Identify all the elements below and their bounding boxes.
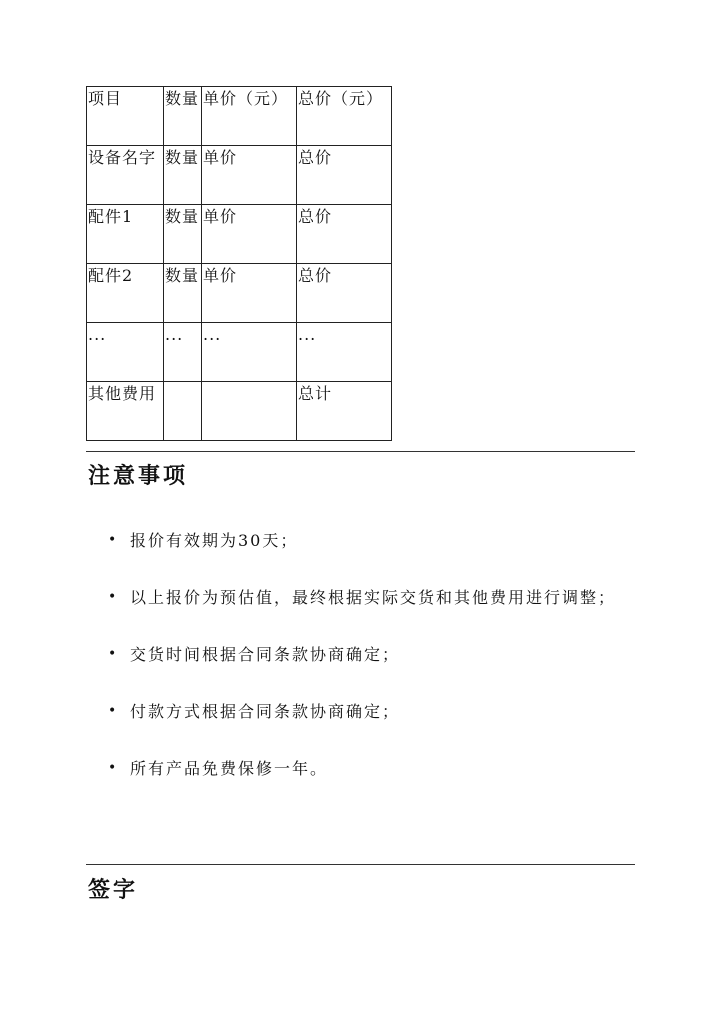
table-cell: ... — [297, 323, 392, 382]
bullet-icon: • — [108, 532, 119, 548]
table-row — [87, 146, 392, 205]
table-cell: 配件2 — [87, 264, 164, 323]
list-item — [108, 569, 628, 626]
table-cell: 单价 — [202, 146, 297, 205]
table-cell: 总价 — [297, 205, 392, 264]
table-cell: 数量 — [164, 264, 202, 323]
bullet-icon: • — [108, 760, 119, 776]
table-cell: 设备名字 — [87, 146, 164, 205]
table-cell: ... — [202, 323, 297, 382]
table-cell: 总价 — [297, 264, 392, 323]
list-item-text: 付款方式根据合同条款协商确定； — [130, 702, 401, 721]
bullet-icon: • — [108, 589, 119, 605]
list-item — [108, 683, 628, 740]
table-cell: 总价（元） — [297, 87, 392, 146]
table-cell: 单价 — [202, 264, 297, 323]
notes-list — [108, 512, 628, 797]
table-cell: ... — [164, 323, 202, 382]
signature-heading: 签字 — [88, 877, 139, 903]
table-header-row — [87, 87, 392, 146]
quote-table — [86, 86, 392, 441]
list-item — [108, 512, 628, 569]
table-cell: 总价 — [297, 146, 392, 205]
table-cell: 其他费用 — [87, 382, 164, 441]
list-item-text: 所有产品免费保修一年。 — [130, 759, 329, 778]
list-item — [108, 626, 628, 683]
table-cell: 单价（元） — [202, 87, 297, 146]
list-item-text: 交货时间根据合同条款协商确定； — [130, 645, 401, 664]
notes-heading: 注意事项 — [88, 463, 189, 489]
table-cell — [164, 382, 202, 441]
table-cell: 项目 — [87, 87, 164, 146]
table-cell: 配件1 — [87, 205, 164, 264]
table-row — [87, 323, 392, 382]
table-cell: ... — [87, 323, 164, 382]
list-item-text: 以上报价为预估值，最终根据实际交货和其他费用进行调整； — [130, 588, 617, 607]
bullet-icon: • — [108, 646, 119, 662]
table-cell: 数量 — [164, 205, 202, 264]
table-row — [87, 264, 392, 323]
table-cell: 单价 — [202, 205, 297, 264]
table-row — [87, 382, 392, 441]
table-cell: 数量 — [164, 87, 202, 146]
table-cell — [202, 382, 297, 441]
table-cell: 数量 — [164, 146, 202, 205]
section-divider — [86, 864, 635, 865]
list-item-text: 报价有效期为30天； — [130, 531, 299, 550]
table-row — [87, 205, 392, 264]
bullet-icon: • — [108, 703, 119, 719]
table-cell: 总计 — [297, 382, 392, 441]
section-divider — [86, 451, 635, 452]
list-item — [108, 740, 628, 797]
